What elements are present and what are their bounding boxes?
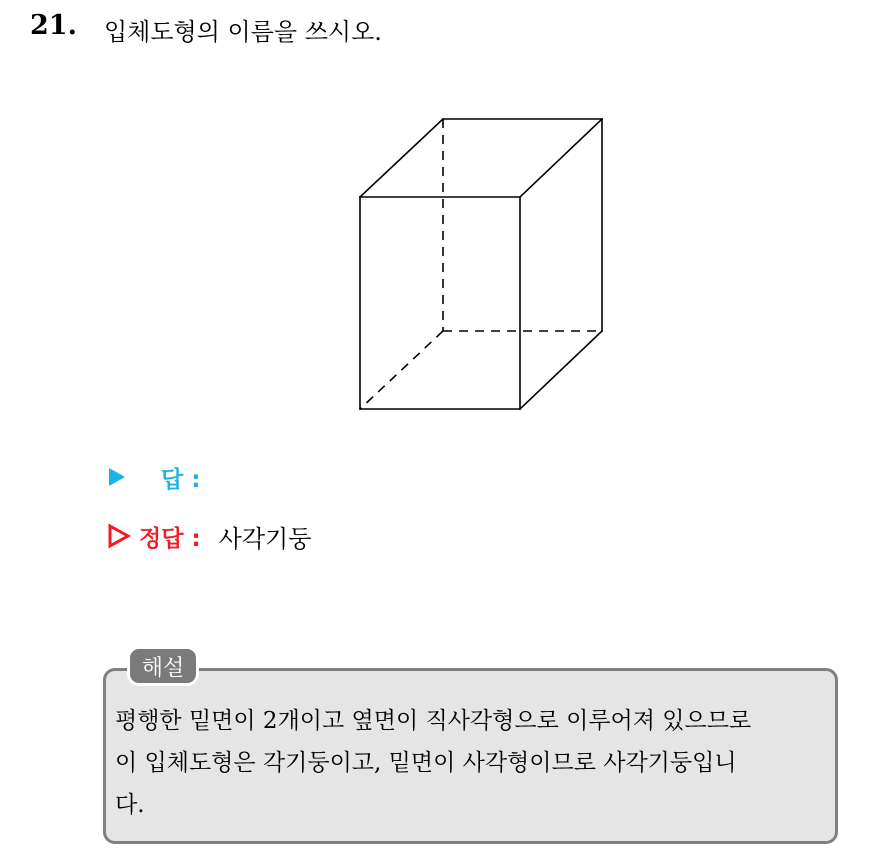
filled-triangle-icon xyxy=(107,466,127,488)
correct-answer-label: 정답 : xyxy=(139,525,201,552)
outline-triangle-icon xyxy=(107,523,131,549)
prism-edge xyxy=(520,119,602,197)
explanation-line: 평행한 밑면이 2개이고 옆면이 직사각형으로 이루어져 있으므로 xyxy=(115,708,752,734)
correct-answer-value: 사각기둥 xyxy=(218,524,312,553)
prism-edge xyxy=(360,119,443,197)
explanation-line: 다. xyxy=(115,792,145,818)
explanation-tab: 해설 xyxy=(127,646,199,686)
question-text: 입체도형의 이름을 쓰시오. xyxy=(104,18,382,46)
answer-label: 답 : xyxy=(161,466,201,493)
rectangular-prism-figure xyxy=(340,100,620,420)
prism-edge xyxy=(520,331,602,409)
explanation-text xyxy=(115,700,830,826)
prism-hidden-edge xyxy=(360,331,443,409)
correct-answer-row xyxy=(107,520,311,552)
question-number: 21. xyxy=(30,10,77,41)
answer-row xyxy=(107,462,200,492)
explanation-line: 이 입체도형은 각기둥이고, 밑면이 사각형이므로 사각기둥입니 xyxy=(115,750,737,776)
